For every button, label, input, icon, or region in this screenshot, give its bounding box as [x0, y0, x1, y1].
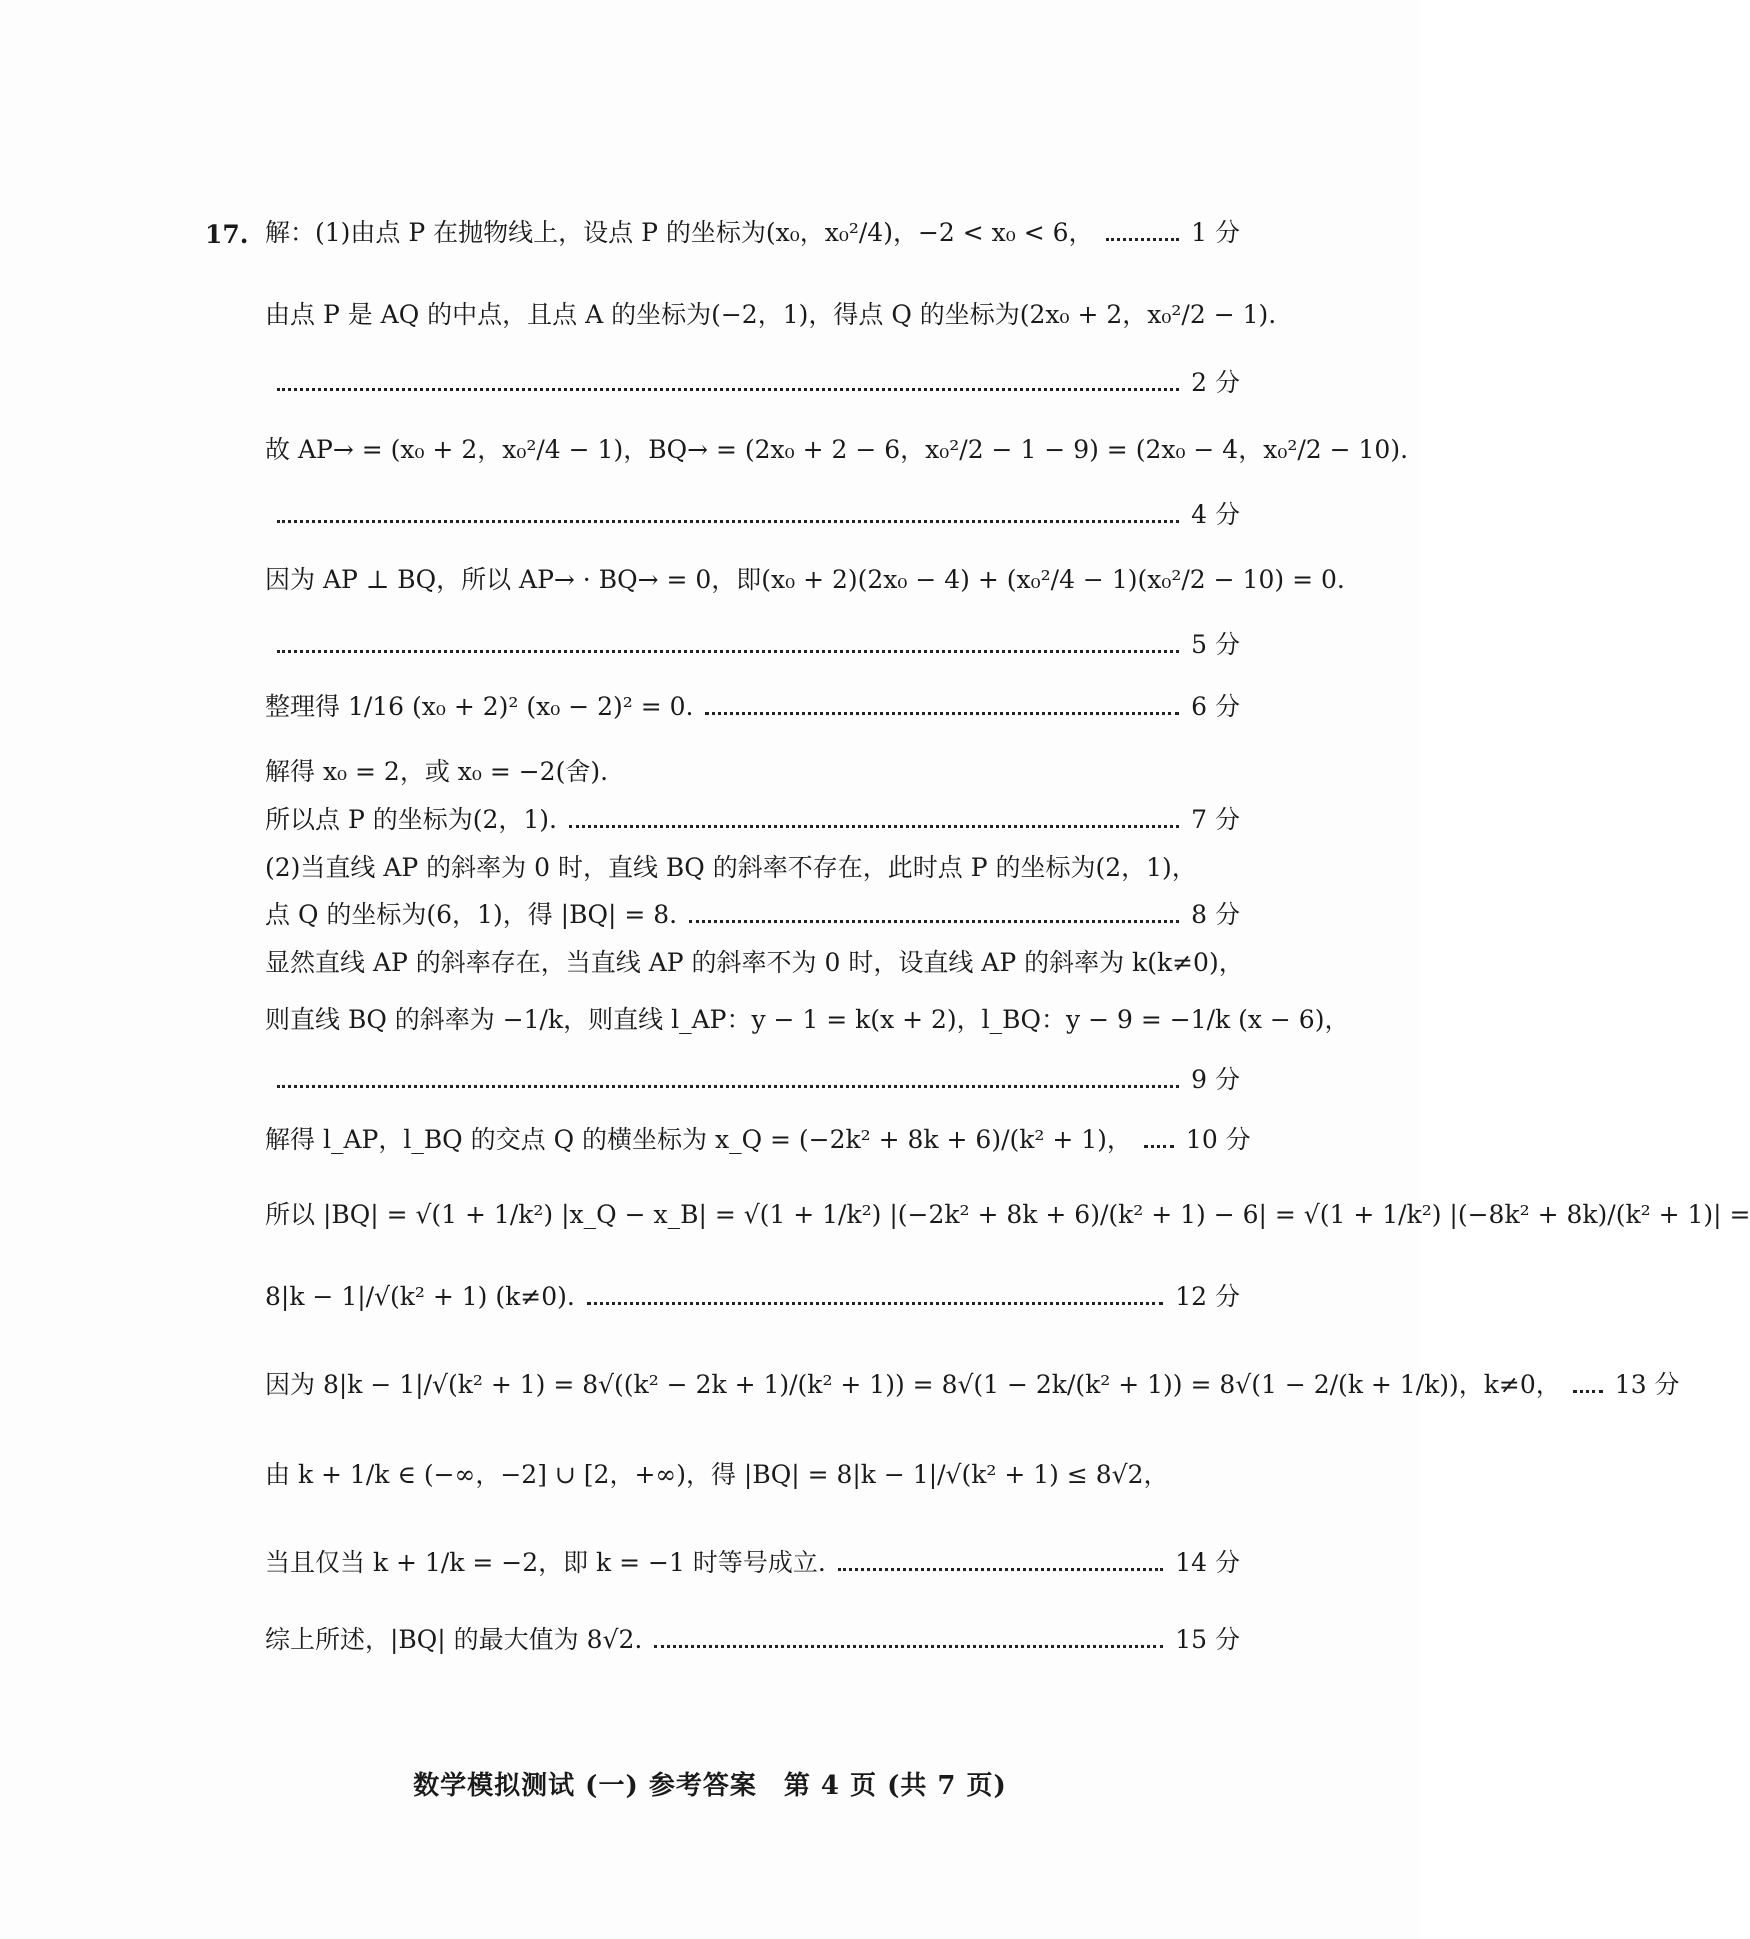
score-label: 4 分 [1191, 500, 1240, 529]
solution-line [265, 630, 1240, 660]
score-label: 1 分 [1191, 218, 1240, 247]
solution-text: 当且仅当 k + 1/k = −2，即 k = −1 时等号成立. [265, 1548, 826, 1577]
dot-leader [277, 1085, 1179, 1088]
solution-line [265, 1625, 1240, 1655]
score-label: 10 分 [1185, 1125, 1251, 1154]
solution-text: 所以 |BQ| = √(1 + 1/k²) |x_Q − x_B| = √(1 + 1/k²) |(−2k² + 8k + 6)/(k² + 1) − 6| = √(1 + 1/k²) |(−8k² + 8k)/(k² + 1)| = [265, 1200, 1750, 1229]
score-label: 12 分 [1175, 1282, 1240, 1311]
solution-text: 解：(1)由点 P 在抛物线上，设点 P 的坐标为(x₀，x₀²/4)，−2 < x₀ < 6， [265, 218, 1094, 247]
score-label: 8 分 [1191, 900, 1240, 929]
solution-line [265, 805, 1240, 835]
solution-text: 整理得 1/16 (x₀ + 2)² (x₀ − 2)² = 0. [265, 692, 694, 721]
solution-line [265, 948, 1244, 978]
dot-leader [569, 825, 1179, 828]
solution-line [265, 1065, 1240, 1095]
score-label: 7 分 [1191, 805, 1240, 834]
solution-text: 因为 8|k − 1|/√(k² + 1) = 8√((k² − 2k + 1)/(k² + 1)) = 8√(1 − 2k/(k² + 1)) = 8√(1 − 2/(k + 1/k))，k≠0， [265, 1370, 1561, 1399]
score-label: 14 分 [1175, 1548, 1240, 1577]
score-label: 13 分 [1614, 1370, 1680, 1399]
solution-line [265, 900, 1240, 930]
solution-text: 点 Q 的坐标为(6，1)，得 |BQ| = 8. [265, 900, 678, 929]
solution-line [265, 368, 1240, 398]
solution-text: 8|k − 1|/√(k² + 1) (k≠0). [265, 1282, 575, 1311]
dot-leader [1573, 1390, 1603, 1393]
solution-line [265, 757, 1240, 787]
problem-number: 17. [205, 220, 249, 249]
solution-text: 显然直线 AP 的斜率存在，当直线 AP 的斜率不为 0 时，设直线 AP 的斜率为 k(k≠0)， [265, 948, 1244, 977]
dot-leader [587, 1302, 1163, 1305]
dot-leader [277, 388, 1179, 391]
score-label: 6 分 [1191, 692, 1240, 721]
dot-leader [277, 520, 1179, 523]
solution-line [265, 1548, 1240, 1578]
solution-text: 故 AP→ = (x₀ + 2，x₀²/4 − 1)，BQ→ = (2x₀ + 2 − 6，x₀²/2 − 1 − 9) = (2x₀ − 4，x₀²/2 − 10). [265, 435, 1409, 464]
score-label: 2 分 [1191, 368, 1240, 397]
solution-text: 综上所述，|BQ| 的最大值为 8√2. [265, 1625, 643, 1654]
solution-text: 因为 AP ⊥ BQ，所以 AP→ · BQ→ = 0，即(x₀ + 2)(2x₀ − 4) + (x₀²/4 − 1)(x₀²/2 − 10) = 0. [265, 565, 1345, 594]
solution-text: 则直线 BQ 的斜率为 −1/k，则直线 l_AP：y − 1 = k(x + 2)，l_BQ：y − 9 = −1/k (x − 6)， [265, 1005, 1350, 1034]
solution-line [265, 1370, 1680, 1400]
solution-line [265, 692, 1240, 722]
solution-text: 所以点 P 的坐标为(2，1). [265, 805, 557, 834]
solution-line [265, 218, 1240, 248]
solution-line [265, 1125, 1251, 1155]
solution-text: 由点 P 是 AQ 的中点，且点 A 的坐标为(−2，1)，得点 Q 的坐标为(2x₀ + 2，x₀²/2 − 1). [265, 300, 1277, 329]
score-label: 5 分 [1191, 630, 1240, 659]
score-label: 15 分 [1175, 1625, 1240, 1654]
solution-text: 解得 l_AP，l_BQ 的交点 Q 的横坐标为 x_Q = (−2k² + 8k + 6)/(k² + 1)， [265, 1125, 1132, 1154]
score-label: 9 分 [1191, 1065, 1240, 1094]
dot-leader [277, 650, 1179, 653]
solution-line [265, 1005, 1350, 1035]
solution-text: 解得 x₀ = 2，或 x₀ = −2(舍). [265, 757, 609, 786]
solution-line [265, 1460, 1240, 1490]
solution-line [265, 500, 1240, 530]
dot-leader [838, 1568, 1163, 1571]
dot-leader [689, 920, 1179, 923]
dot-leader [705, 712, 1179, 715]
solution-line [265, 1282, 1240, 1312]
solution-text: 由 k + 1/k ∈ (−∞，−2] ∪ [2，+∞)，得 |BQ| = 8|k − 1|/√(k² + 1) ≤ 8√2， [265, 1460, 1169, 1489]
solution-line [265, 1200, 1750, 1230]
solution-line [265, 853, 1240, 883]
dot-leader [1106, 238, 1180, 241]
solution-text: (2)当直线 AP 的斜率为 0 时，直线 BQ 的斜率不存在，此时点 P 的坐标为(2，1)， [265, 853, 1197, 882]
solution-line [265, 435, 1409, 465]
page-footer: 数学模拟测试 (一) 参考答案 第 4 页 (共 7 页) [413, 1771, 1007, 1801]
dot-leader [1144, 1145, 1174, 1148]
dot-leader [654, 1645, 1163, 1648]
solution-line [265, 300, 1277, 330]
solution-line [265, 565, 1345, 595]
